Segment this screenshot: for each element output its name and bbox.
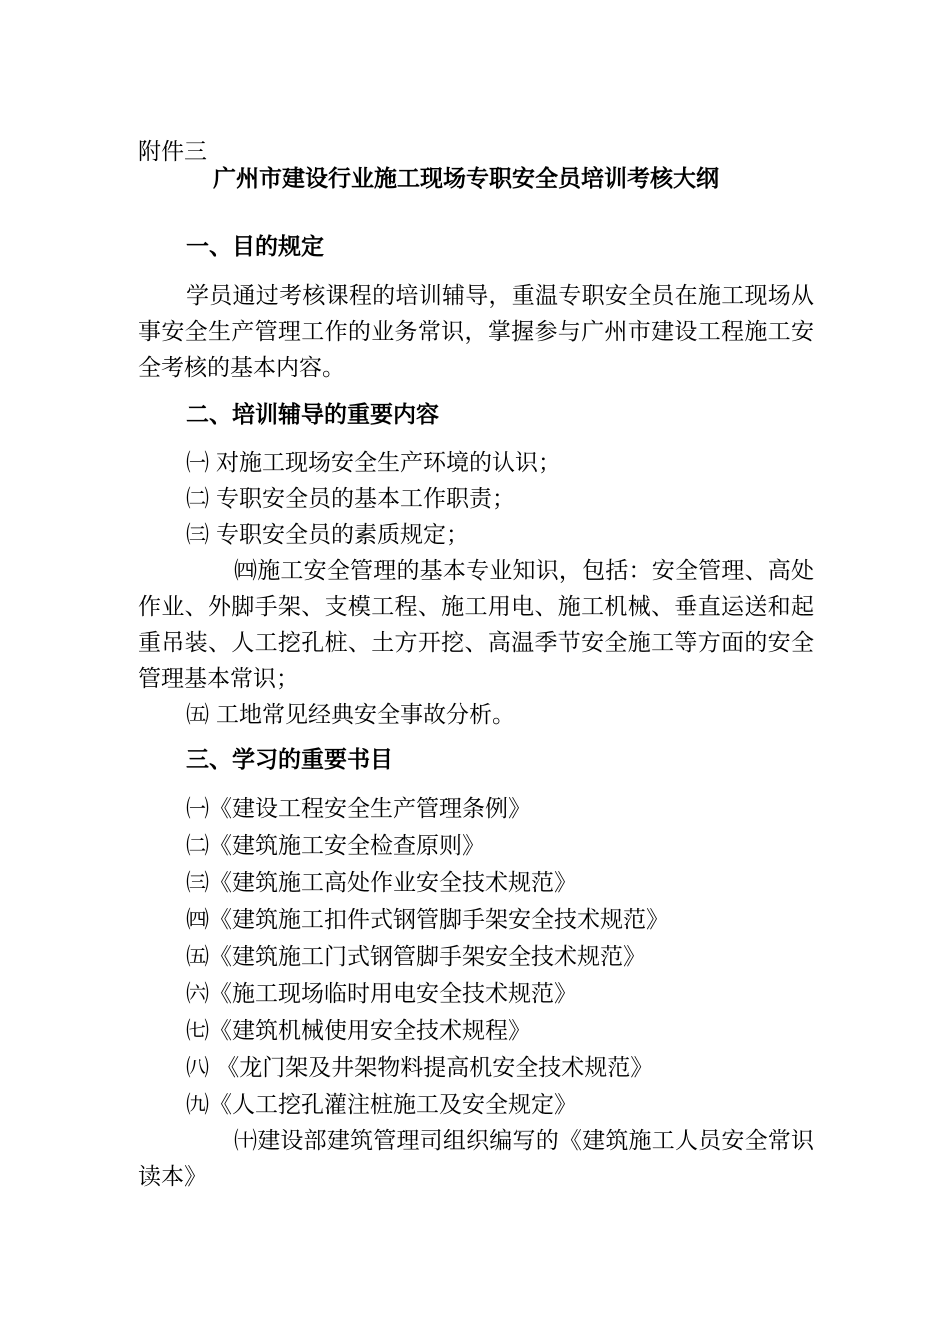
attachment-label: 附件三 <box>138 139 207 165</box>
book-item <box>138 1123 814 1195</box>
list-item-text: 专职安全员的基本工作职责； <box>216 486 515 512</box>
section-heading-purpose: 一、目的规定 <box>186 234 324 260</box>
book-item <box>186 905 669 935</box>
list-item <box>186 700 515 730</box>
book-item-marker: ㈢ <box>186 870 209 896</box>
book-item-marker: ㈥ <box>186 981 209 1007</box>
section-heading-books: 三、学习的重要书目 <box>186 747 393 773</box>
book-item-title: 《施工现场临时用电安全技术规范》 <box>209 981 577 1007</box>
book-item-marker: ㈠ <box>186 796 209 822</box>
list-item <box>186 484 515 514</box>
book-item-marker: ㈣ <box>186 907 209 933</box>
list-item-text: 施工安全管理的基本专业知识，包括：安全管理、高处作业、外脚手架、支模工程、施工用电、施工机械、垂直运送和起重吊装、人工挖孔桩、土方开挖、高温季节安全施工等方面的安全管理基本常识； <box>138 558 814 692</box>
document-title: 广州市建设行业施工现场专职安全员培训考核大纲 <box>213 166 719 192</box>
book-item-title: 《建筑施工高处作业安全技术规范》 <box>209 870 577 896</box>
list-item <box>138 553 814 697</box>
book-item-title: 《建筑施工门式钢管脚手架安全技术规范》 <box>209 944 646 970</box>
book-item-title: 建设部建筑管理司组织编写的《建筑施工人员安全常识读本》 <box>138 1128 814 1190</box>
section-heading-training-content: 二、培训辅导的重要内容 <box>186 402 439 428</box>
list-item-marker: ㈢ <box>186 522 209 548</box>
list-item <box>186 520 469 550</box>
book-item-title: 《人工挖孔灌注桩施工及安全规定》 <box>209 1092 577 1118</box>
list-item-marker: ㈤ <box>186 702 209 728</box>
book-item <box>186 868 577 898</box>
list-item-text: 工地常见经典安全事故分析。 <box>216 702 515 728</box>
book-item <box>186 1090 577 1120</box>
book-item-marker: ㈦ <box>186 1018 209 1044</box>
list-item-marker: ㈣ <box>234 558 257 584</box>
book-item-marker: ㈤ <box>186 944 209 970</box>
book-item-title: 《龙门架及井架物料提高机安全技术规范》 <box>209 1055 654 1081</box>
book-item-title: 《建筑施工安全检查原则》 <box>209 833 485 859</box>
list-item-marker: ㈡ <box>186 486 209 512</box>
book-item-marker: ㈧ <box>186 1055 209 1081</box>
list-item-marker: ㈠ <box>186 450 209 476</box>
list-item <box>186 448 561 478</box>
book-item <box>186 942 646 972</box>
book-item <box>186 979 577 1009</box>
book-item-marker: ㈨ <box>186 1092 209 1118</box>
book-item-title: 《建设工程安全生产管理条例》 <box>209 796 531 822</box>
list-item-text: 对施工现场安全生产环境的认识； <box>216 450 561 476</box>
book-item <box>186 831 485 861</box>
book-item <box>186 794 531 824</box>
book-item-title: 《建筑机械使用安全技术规程》 <box>209 1018 531 1044</box>
list-item-text: 专职安全员的素质规定； <box>216 522 469 548</box>
book-item-marker: ㈡ <box>186 833 209 859</box>
book-item-marker: ㈩ <box>234 1128 257 1154</box>
book-item <box>186 1016 531 1046</box>
book-item-title: 《建筑施工扣件式钢管脚手架安全技术规范》 <box>209 907 669 933</box>
section-paragraph-purpose: 学员通过考核课程的培训辅导，重温专职安全员在施工现场从事安全生产管理工作的业务常识，掌握参与广州市建设工程施工安全考核的基本内容。 <box>138 283 814 381</box>
book-item <box>186 1053 653 1083</box>
